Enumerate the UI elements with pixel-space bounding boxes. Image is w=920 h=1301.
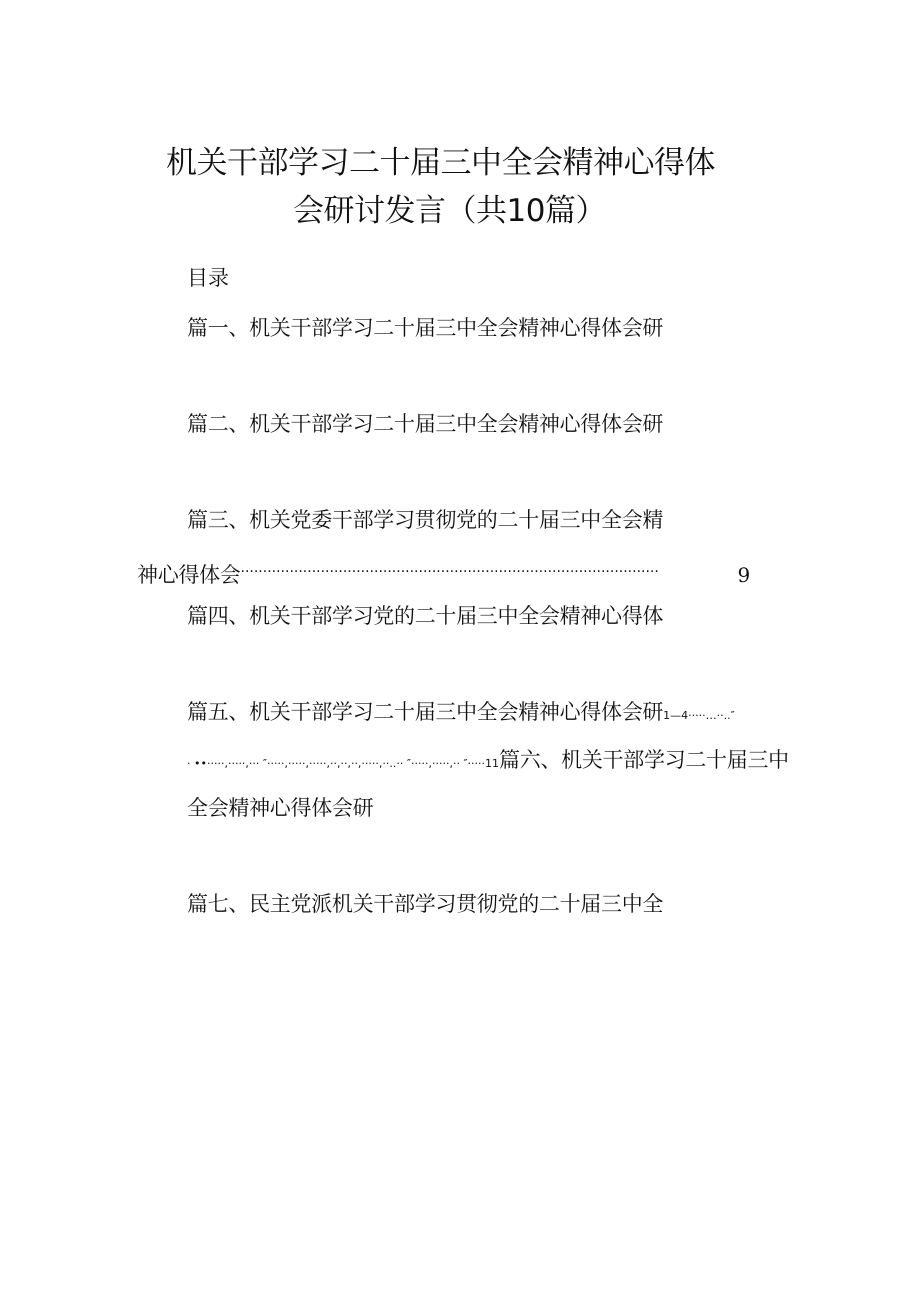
toc-entry-text: 篇三、机关党委干部学习贯彻党的二十届三中全会精 (187, 508, 664, 532)
toc-leader-fragment: 1—4·····…··..″ (663, 709, 735, 722)
toc-entry-6[interactable] (187, 746, 789, 778)
toc-entry-6-continuation[interactable] (187, 794, 373, 822)
toc-heading: 目录 (187, 266, 229, 290)
toc-entry-text: 篇四、机关干部学习党的二十届三中全会精神心得体 (187, 604, 664, 628)
toc-entry-4[interactable] (187, 602, 663, 630)
document-title-line-2: 会研讨发言（共10篇） (293, 193, 606, 229)
toc-leader-dots: .............................................................................................. (240, 560, 659, 576)
toc-entry-3[interactable] (187, 506, 663, 534)
toc-page-number: 9 (737, 563, 750, 587)
toc-entry-2[interactable] (187, 410, 663, 438)
toc-entry-text: 全会精神心得体会研 (187, 796, 374, 820)
toc-leader-fragment: · ••·····,·····,··· ″·····,·····,·····,··,··,··,·····,··..·· ″·····,·····,·· ″····· (187, 757, 486, 770)
toc-page-number: 11 (485, 757, 500, 770)
toc-entry-text: 神心得体会 (137, 563, 241, 587)
toc-entry-text: 篇一、机关干部学习二十届三中全会精神心得体会研 (187, 316, 664, 340)
document-title-line-1: 机关干部学习二十届三中全会精神心得体 (166, 145, 715, 181)
toc-entry-text: 篇六、机关干部学习二十届三中 (499, 748, 789, 772)
toc-entry-7[interactable] (187, 890, 663, 918)
toc-entry-5[interactable] (187, 698, 735, 730)
toc-entry-text: 篇二、机关干部学习二十届三中全会精神心得体会研 (187, 412, 664, 436)
toc-entry-text: 篇五、机关干部学习二十届三中全会精神心得体会研 (187, 700, 664, 724)
toc-entry-text: 篇七、民主党派机关干部学习贯彻党的二十届三中全 (187, 892, 664, 916)
toc-entry-3-continuation[interactable] (137, 554, 750, 589)
toc-entry-1[interactable] (187, 314, 663, 342)
